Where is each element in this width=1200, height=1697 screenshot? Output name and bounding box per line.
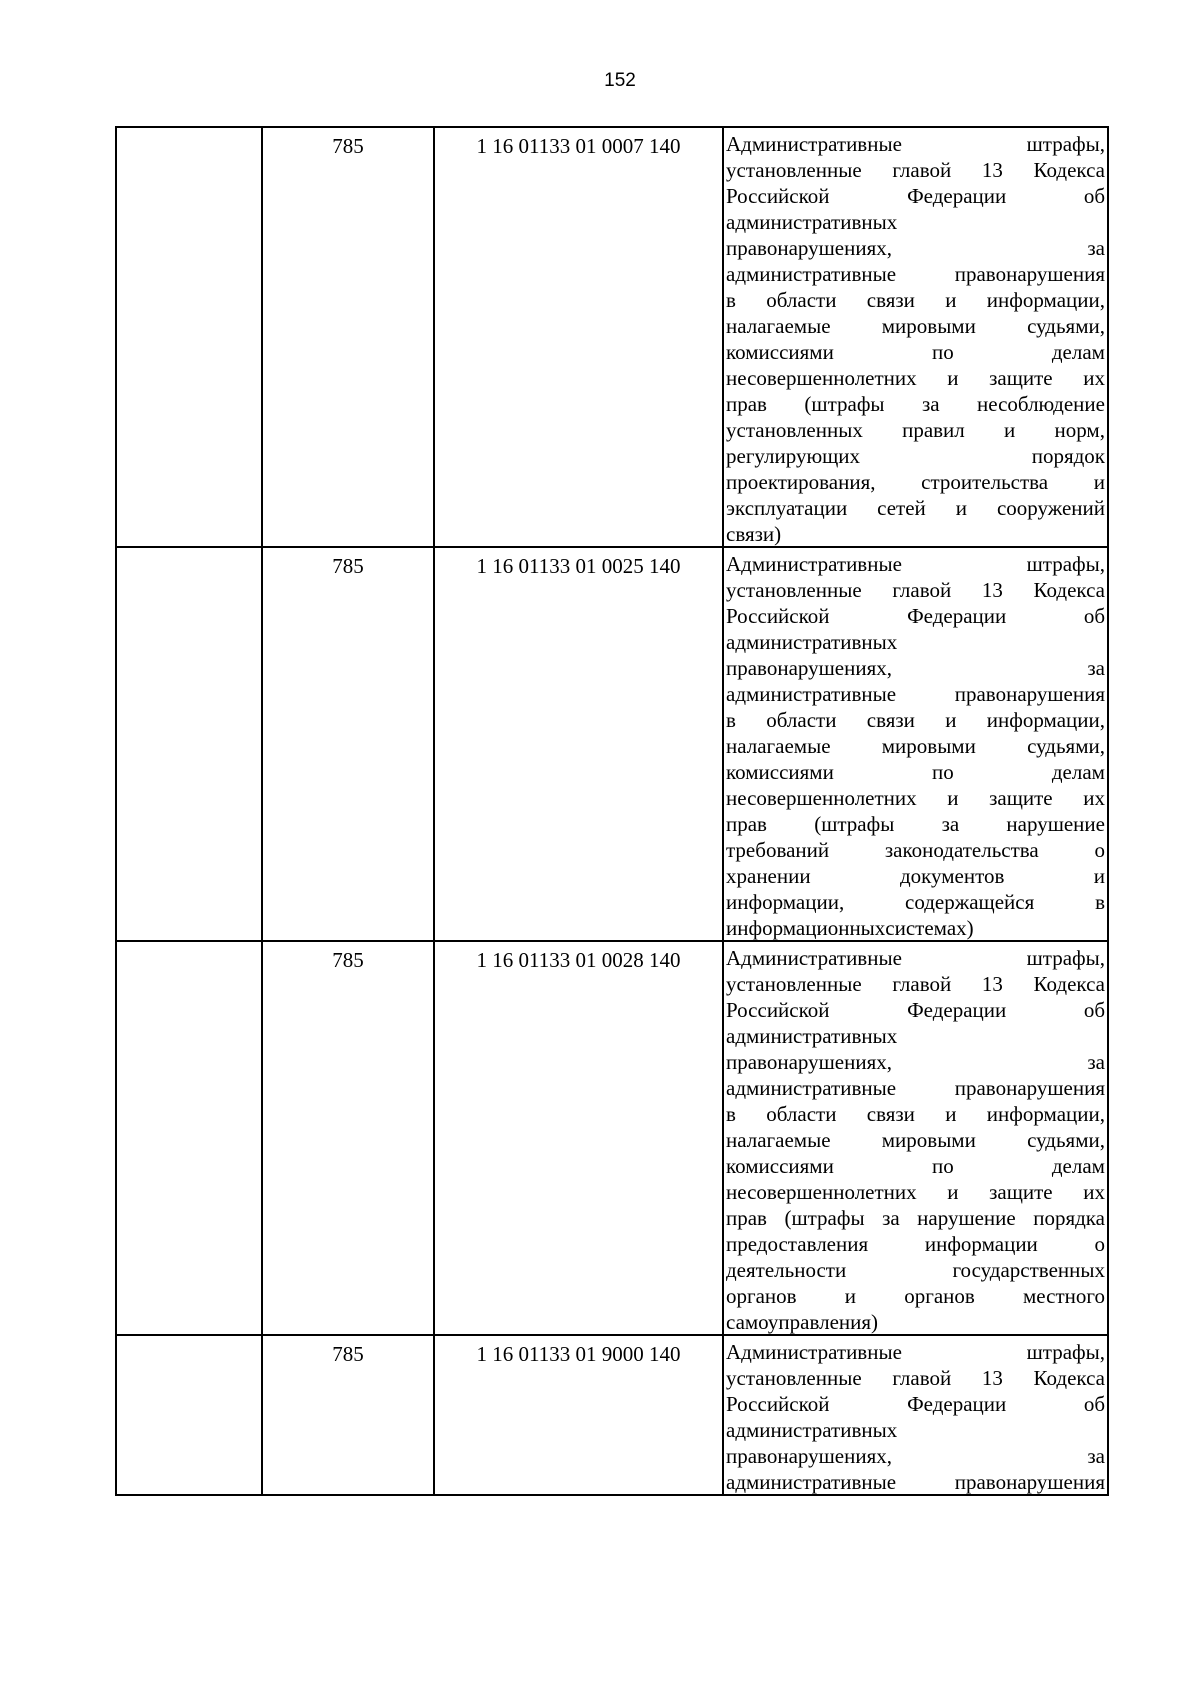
description-line: Российской Федерации об bbox=[726, 1392, 1105, 1416]
description-line: правонарушениях, за bbox=[726, 236, 1105, 260]
empty-cell bbox=[116, 941, 262, 1335]
table-row bbox=[116, 941, 1108, 1335]
budget-code-cell: 1 16 01133 01 0007 140 bbox=[434, 127, 723, 547]
administrator-code-cell: 785 bbox=[262, 547, 434, 941]
description-line: налагаемые мировыми судьями, bbox=[726, 314, 1105, 338]
description-line: Административные штрафы, bbox=[726, 946, 1105, 970]
description-line: Административные штрафы, bbox=[726, 132, 1105, 156]
description-line: установленные главой 13 Кодекса bbox=[726, 1366, 1105, 1390]
table-row bbox=[116, 127, 1108, 547]
description-line: регулирующих порядок bbox=[726, 444, 1105, 468]
description-line: административных bbox=[726, 210, 898, 234]
description-line: несовершеннолетних и защите их bbox=[726, 786, 1105, 810]
budget-code-cell: 1 16 01133 01 9000 140 bbox=[434, 1335, 723, 1495]
budget-classification-table bbox=[115, 126, 1109, 1496]
description-line: Административные штрафы, bbox=[726, 1340, 1105, 1364]
description-line: Российской Федерации об bbox=[726, 998, 1105, 1022]
empty-cell bbox=[116, 127, 262, 547]
description-line: самоуправления) bbox=[726, 1310, 879, 1334]
table-row bbox=[116, 1335, 1108, 1495]
description-line: налагаемые мировыми судьями, bbox=[726, 734, 1105, 758]
description-line: правонарушениях, за bbox=[726, 1444, 1105, 1468]
description-line: административные правонарушения bbox=[726, 1076, 1105, 1100]
description-line: предоставления информации о bbox=[726, 1232, 1105, 1256]
description-line: прав (штрафы за нарушение порядка bbox=[726, 1206, 1105, 1230]
description-line: хранении документов и bbox=[726, 864, 1105, 888]
description-line: органов и органов местного bbox=[726, 1284, 1105, 1308]
description-line: установленные главой 13 Кодекса bbox=[726, 158, 1105, 182]
description-line: комиссиями по делам bbox=[726, 760, 1105, 784]
description-line: установленные главой 13 Кодекса bbox=[726, 972, 1105, 996]
description-line: деятельности государственных bbox=[726, 1258, 1105, 1282]
description-line: установленных правил и норм, bbox=[726, 418, 1105, 442]
table-row bbox=[116, 547, 1108, 941]
budget-code-cell: 1 16 01133 01 0028 140 bbox=[434, 941, 723, 1335]
description-line: установленные главой 13 Кодекса bbox=[726, 578, 1105, 602]
description-line: в области связи и информации, bbox=[726, 1102, 1105, 1126]
description-line: прав (штрафы за нарушение bbox=[726, 812, 1105, 836]
description-line: несовершеннолетних и защите их bbox=[726, 366, 1105, 390]
description-line: эксплуатации сетей и сооружений bbox=[726, 496, 1105, 520]
description-line: правонарушениях, за bbox=[726, 1050, 1105, 1074]
description-line: требований законодательства о bbox=[726, 838, 1105, 862]
administrator-code-cell: 785 bbox=[262, 127, 434, 547]
description-line: административные правонарушения bbox=[726, 682, 1105, 706]
description-line: Административные штрафы, bbox=[726, 552, 1105, 576]
empty-cell bbox=[116, 547, 262, 941]
description-line: информации, содержащейся в bbox=[726, 890, 1105, 914]
description-line: в области связи и информации, bbox=[726, 708, 1105, 732]
description-line: несовершеннолетних и защите их bbox=[726, 1180, 1105, 1204]
description-line: комиссиями по делам bbox=[726, 340, 1105, 364]
description-line: связи) bbox=[726, 522, 782, 546]
description-line: проектирования, строительства и bbox=[726, 470, 1105, 494]
description-cell bbox=[723, 941, 1108, 1335]
description-line: комиссиями по делам bbox=[726, 1154, 1105, 1178]
budget-code-cell: 1 16 01133 01 0025 140 bbox=[434, 547, 723, 941]
description-line: Российской Федерации об bbox=[726, 184, 1105, 208]
description-line: Российской Федерации об bbox=[726, 604, 1105, 628]
description-line: административные правонарушения bbox=[726, 1470, 1105, 1494]
description-line: административные правонарушения bbox=[726, 262, 1105, 286]
table-body bbox=[116, 127, 1108, 1495]
description-line: в области связи и информации, bbox=[726, 288, 1105, 312]
description-cell bbox=[723, 1335, 1108, 1495]
administrator-code-cell: 785 bbox=[262, 941, 434, 1335]
description-cell bbox=[723, 547, 1108, 941]
page-number: 152 bbox=[604, 70, 636, 91]
description-cell bbox=[723, 127, 1108, 547]
description-line: информационных системах) bbox=[726, 916, 974, 940]
description-line: административных bbox=[726, 630, 898, 654]
description-line: административных bbox=[726, 1418, 898, 1442]
description-line: правонарушениях, за bbox=[726, 656, 1105, 680]
description-line: прав (штрафы за несоблюдение bbox=[726, 392, 1105, 416]
empty-cell bbox=[116, 1335, 262, 1495]
description-line: административных bbox=[726, 1024, 898, 1048]
description-line: налагаемые мировыми судьями, bbox=[726, 1128, 1105, 1152]
administrator-code-cell: 785 bbox=[262, 1335, 434, 1495]
